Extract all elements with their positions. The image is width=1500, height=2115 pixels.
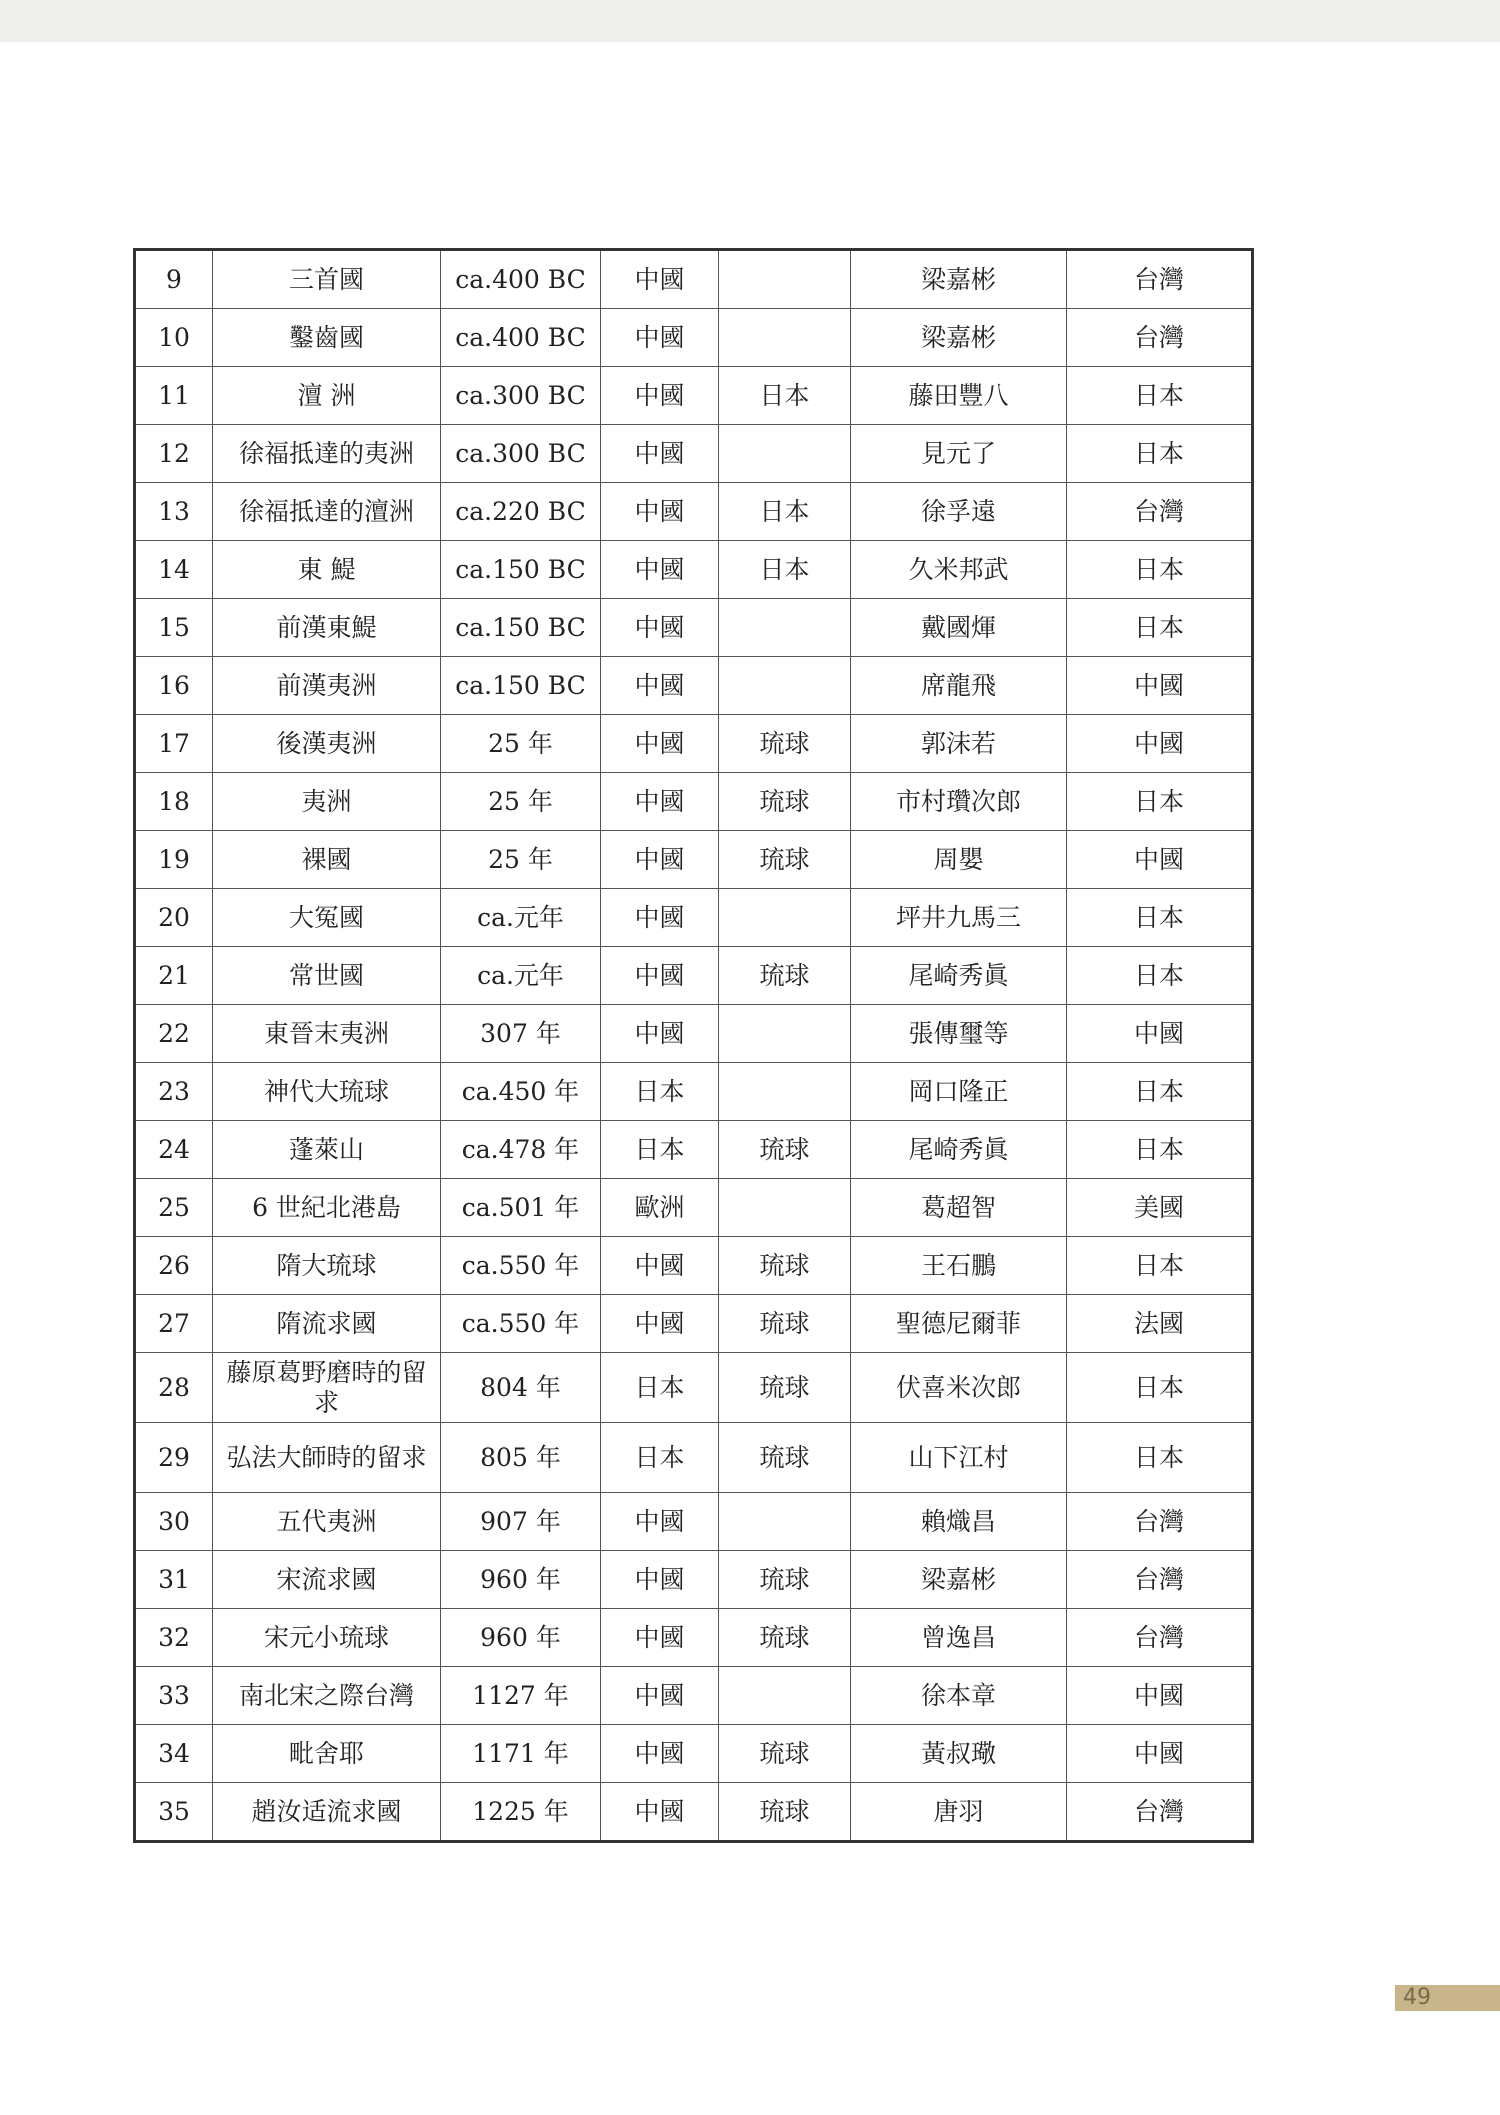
row-number-cell: 15 [135, 599, 213, 657]
region-cell: 琉球 [719, 1551, 851, 1609]
table-row [135, 1121, 1253, 1179]
author-country-cell: 日本 [1067, 1423, 1253, 1493]
region-cell [719, 1493, 851, 1551]
region-cell: 琉球 [719, 715, 851, 773]
region-cell: 琉球 [719, 947, 851, 1005]
author-cell: 山下江村 [851, 1423, 1067, 1493]
origin-cell: 歐洲 [601, 1179, 719, 1237]
row-number-cell: 14 [135, 541, 213, 599]
row-number-cell: 13 [135, 483, 213, 541]
origin-cell: 中國 [601, 1493, 719, 1551]
author-country-cell: 日本 [1067, 599, 1253, 657]
region-cell: 日本 [719, 541, 851, 599]
place-name-cell: 夷洲 [213, 773, 441, 831]
date-cell: ca.550 年 [441, 1237, 601, 1295]
date-cell: ca.450 年 [441, 1063, 601, 1121]
table-row [135, 1295, 1253, 1353]
row-number-cell: 21 [135, 947, 213, 1005]
date-cell: ca.478 年 [441, 1121, 601, 1179]
table-row [135, 947, 1253, 1005]
table-row [135, 1667, 1253, 1725]
table-row [135, 483, 1253, 541]
date-cell: ca.150 BC [441, 541, 601, 599]
author-cell: 尾崎秀眞 [851, 1121, 1067, 1179]
origin-cell: 日本 [601, 1423, 719, 1493]
table-body [135, 250, 1253, 1842]
origin-cell: 中國 [601, 250, 719, 309]
row-number-cell: 20 [135, 889, 213, 947]
region-cell [719, 309, 851, 367]
author-country-cell: 台灣 [1067, 309, 1253, 367]
place-name-cell: 隋大琉球 [213, 1237, 441, 1295]
row-number-cell: 28 [135, 1353, 213, 1423]
table-row [135, 889, 1253, 947]
author-country-cell: 中國 [1067, 1725, 1253, 1783]
region-cell [719, 250, 851, 309]
table-row [135, 1551, 1253, 1609]
row-number-cell: 30 [135, 1493, 213, 1551]
author-cell: 曾逸昌 [851, 1609, 1067, 1667]
region-cell: 琉球 [719, 773, 851, 831]
row-number-cell: 16 [135, 657, 213, 715]
region-cell: 琉球 [719, 1783, 851, 1842]
origin-cell: 中國 [601, 889, 719, 947]
row-number-cell: 19 [135, 831, 213, 889]
place-name-cell: 徐福抵達的澶洲 [213, 483, 441, 541]
place-name-cell: 五代夷洲 [213, 1493, 441, 1551]
date-cell: 1171 年 [441, 1725, 601, 1783]
author-cell: 戴國煇 [851, 599, 1067, 657]
origin-cell: 中國 [601, 1667, 719, 1725]
author-country-cell: 日本 [1067, 1121, 1253, 1179]
region-cell: 日本 [719, 483, 851, 541]
page-number: 49 [1395, 1985, 1500, 2011]
table-row [135, 831, 1253, 889]
place-name-cell: 宋元小琉球 [213, 1609, 441, 1667]
table-row [135, 1725, 1253, 1783]
origin-cell: 中國 [601, 1005, 719, 1063]
author-country-cell: 日本 [1067, 889, 1253, 947]
place-name-cell: 後漢夷洲 [213, 715, 441, 773]
table-row [135, 250, 1253, 309]
origin-cell: 日本 [601, 1121, 719, 1179]
row-number-cell: 25 [135, 1179, 213, 1237]
author-cell: 藤田豐八 [851, 367, 1067, 425]
origin-cell: 中國 [601, 1609, 719, 1667]
date-cell: ca.501 年 [441, 1179, 601, 1237]
row-number-cell: 10 [135, 309, 213, 367]
author-country-cell: 中國 [1067, 715, 1253, 773]
row-number-cell: 29 [135, 1423, 213, 1493]
table-row [135, 657, 1253, 715]
date-cell: 25 年 [441, 773, 601, 831]
place-name-cell: 澶 洲 [213, 367, 441, 425]
region-cell [719, 1005, 851, 1063]
table-row [135, 1237, 1253, 1295]
date-cell: ca.300 BC [441, 425, 601, 483]
region-cell [719, 889, 851, 947]
date-cell: 307 年 [441, 1005, 601, 1063]
place-name-cell: 前漢東鯷 [213, 599, 441, 657]
date-cell: 1225 年 [441, 1783, 601, 1842]
author-country-cell: 台灣 [1067, 483, 1253, 541]
place-name-cell: 裸國 [213, 831, 441, 889]
author-cell: 郭沫若 [851, 715, 1067, 773]
row-number-cell: 17 [135, 715, 213, 773]
place-name-cell: 隋流求國 [213, 1295, 441, 1353]
place-name-cell: 南北宋之際台灣 [213, 1667, 441, 1725]
table-row [135, 1609, 1253, 1667]
region-cell: 琉球 [719, 1423, 851, 1493]
page-top-band [0, 0, 1500, 42]
author-country-cell: 中國 [1067, 831, 1253, 889]
author-country-cell: 法國 [1067, 1295, 1253, 1353]
date-cell: ca.元年 [441, 947, 601, 1005]
author-country-cell: 美國 [1067, 1179, 1253, 1237]
table-row [135, 309, 1253, 367]
author-cell: 伏喜米次郎 [851, 1353, 1067, 1423]
origin-cell: 中國 [601, 425, 719, 483]
author-cell: 葛超智 [851, 1179, 1067, 1237]
place-name-cell: 徐福抵達的夷洲 [213, 425, 441, 483]
author-cell: 黃叔璥 [851, 1725, 1067, 1783]
author-cell: 唐羽 [851, 1783, 1067, 1842]
author-cell: 席龍飛 [851, 657, 1067, 715]
author-country-cell: 中國 [1067, 1005, 1253, 1063]
author-country-cell: 中國 [1067, 1667, 1253, 1725]
author-country-cell: 中國 [1067, 657, 1253, 715]
date-cell: ca.150 BC [441, 657, 601, 715]
row-number-cell: 34 [135, 1725, 213, 1783]
table-row [135, 1063, 1253, 1121]
region-cell: 琉球 [719, 1295, 851, 1353]
place-name-cell: 神代大琉球 [213, 1063, 441, 1121]
date-cell: ca.300 BC [441, 367, 601, 425]
place-name-cell: 鑿齒國 [213, 309, 441, 367]
row-number-cell: 26 [135, 1237, 213, 1295]
region-cell [719, 599, 851, 657]
author-country-cell: 台灣 [1067, 250, 1253, 309]
author-country-cell: 日本 [1067, 1237, 1253, 1295]
author-cell: 張傳璽等 [851, 1005, 1067, 1063]
author-cell: 梁嘉彬 [851, 250, 1067, 309]
table-row [135, 1005, 1253, 1063]
date-cell: 25 年 [441, 831, 601, 889]
origin-cell: 中國 [601, 831, 719, 889]
author-cell: 周嬰 [851, 831, 1067, 889]
date-cell: 960 年 [441, 1551, 601, 1609]
date-cell: ca.400 BC [441, 309, 601, 367]
origin-cell: 日本 [601, 1063, 719, 1121]
author-country-cell: 日本 [1067, 541, 1253, 599]
date-cell: ca.220 BC [441, 483, 601, 541]
place-name-cell: 蓬萊山 [213, 1121, 441, 1179]
place-name-cell: 東晉末夷洲 [213, 1005, 441, 1063]
region-cell: 琉球 [719, 831, 851, 889]
date-cell: 804 年 [441, 1353, 601, 1423]
place-name-cell: 大冤國 [213, 889, 441, 947]
row-number-cell: 33 [135, 1667, 213, 1725]
origin-cell: 中國 [601, 541, 719, 599]
row-number-cell: 35 [135, 1783, 213, 1842]
author-country-cell: 日本 [1067, 425, 1253, 483]
date-cell: ca.400 BC [441, 250, 601, 309]
place-name-cell: 趙汝适流求國 [213, 1783, 441, 1842]
origin-cell: 中國 [601, 1237, 719, 1295]
records-table [133, 248, 1254, 1843]
author-cell: 徐孚遠 [851, 483, 1067, 541]
author-cell: 聖德尼爾菲 [851, 1295, 1067, 1353]
date-cell: ca.150 BC [441, 599, 601, 657]
date-cell: ca.550 年 [441, 1295, 601, 1353]
date-cell: 960 年 [441, 1609, 601, 1667]
table-row [135, 1353, 1253, 1423]
place-name-cell: 6 世紀北港島 [213, 1179, 441, 1237]
origin-cell: 中國 [601, 1783, 719, 1842]
place-name-cell: 宋流求國 [213, 1551, 441, 1609]
date-cell: 25 年 [441, 715, 601, 773]
table-row [135, 1783, 1253, 1842]
origin-cell: 中國 [601, 715, 719, 773]
date-cell: ca.元年 [441, 889, 601, 947]
author-country-cell: 台灣 [1067, 1609, 1253, 1667]
table-row [135, 541, 1253, 599]
origin-cell: 日本 [601, 1353, 719, 1423]
row-number-cell: 23 [135, 1063, 213, 1121]
author-country-cell: 日本 [1067, 947, 1253, 1005]
region-cell [719, 1179, 851, 1237]
origin-cell: 中國 [601, 1725, 719, 1783]
origin-cell: 中國 [601, 657, 719, 715]
author-country-cell: 日本 [1067, 1353, 1253, 1423]
row-number-cell: 22 [135, 1005, 213, 1063]
table-row [135, 599, 1253, 657]
row-number-cell: 27 [135, 1295, 213, 1353]
author-cell: 賴熾昌 [851, 1493, 1067, 1551]
table-row [135, 425, 1253, 483]
origin-cell: 中國 [601, 1551, 719, 1609]
origin-cell: 中國 [601, 483, 719, 541]
origin-cell: 中國 [601, 947, 719, 1005]
author-country-cell: 日本 [1067, 367, 1253, 425]
table-row [135, 715, 1253, 773]
region-cell: 琉球 [719, 1353, 851, 1423]
author-cell: 尾崎秀眞 [851, 947, 1067, 1005]
table-row [135, 1179, 1253, 1237]
author-country-cell: 台灣 [1067, 1783, 1253, 1842]
region-cell [719, 657, 851, 715]
place-name-cell: 弘法大師時的留求 [213, 1423, 441, 1493]
author-country-cell: 日本 [1067, 1063, 1253, 1121]
place-name-cell: 前漢夷洲 [213, 657, 441, 715]
table-row [135, 773, 1253, 831]
row-number-cell: 9 [135, 250, 213, 309]
date-cell: 1127 年 [441, 1667, 601, 1725]
row-number-cell: 31 [135, 1551, 213, 1609]
place-name-cell: 常世國 [213, 947, 441, 1005]
origin-cell: 中國 [601, 599, 719, 657]
region-cell: 日本 [719, 367, 851, 425]
region-cell: 琉球 [719, 1237, 851, 1295]
author-country-cell: 台灣 [1067, 1551, 1253, 1609]
row-number-cell: 32 [135, 1609, 213, 1667]
date-cell: 805 年 [441, 1423, 601, 1493]
row-number-cell: 12 [135, 425, 213, 483]
author-cell: 岡口隆正 [851, 1063, 1067, 1121]
origin-cell: 中國 [601, 1295, 719, 1353]
table-row [135, 1423, 1253, 1493]
author-cell: 王石鵬 [851, 1237, 1067, 1295]
author-cell: 徐本章 [851, 1667, 1067, 1725]
author-cell: 梁嘉彬 [851, 1551, 1067, 1609]
table-row [135, 367, 1253, 425]
region-cell: 琉球 [719, 1121, 851, 1179]
origin-cell: 中國 [601, 309, 719, 367]
origin-cell: 中國 [601, 773, 719, 831]
author-cell: 坪井九馬三 [851, 889, 1067, 947]
place-name-cell: 藤原葛野磨時的留求 [213, 1353, 441, 1423]
author-cell: 梁嘉彬 [851, 309, 1067, 367]
author-cell: 久米邦武 [851, 541, 1067, 599]
author-cell: 市村瓚次郎 [851, 773, 1067, 831]
region-cell: 琉球 [719, 1725, 851, 1783]
region-cell [719, 1063, 851, 1121]
date-cell: 907 年 [441, 1493, 601, 1551]
row-number-cell: 18 [135, 773, 213, 831]
place-name-cell: 毗舍耶 [213, 1725, 441, 1783]
place-name-cell: 三首國 [213, 250, 441, 309]
author-cell: 見元了 [851, 425, 1067, 483]
row-number-cell: 11 [135, 367, 213, 425]
place-name-cell: 東 鯷 [213, 541, 441, 599]
region-cell [719, 1667, 851, 1725]
table-row [135, 1493, 1253, 1551]
region-cell: 琉球 [719, 1609, 851, 1667]
origin-cell: 中國 [601, 367, 719, 425]
author-country-cell: 日本 [1067, 773, 1253, 831]
region-cell [719, 425, 851, 483]
author-country-cell: 台灣 [1067, 1493, 1253, 1551]
row-number-cell: 24 [135, 1121, 213, 1179]
